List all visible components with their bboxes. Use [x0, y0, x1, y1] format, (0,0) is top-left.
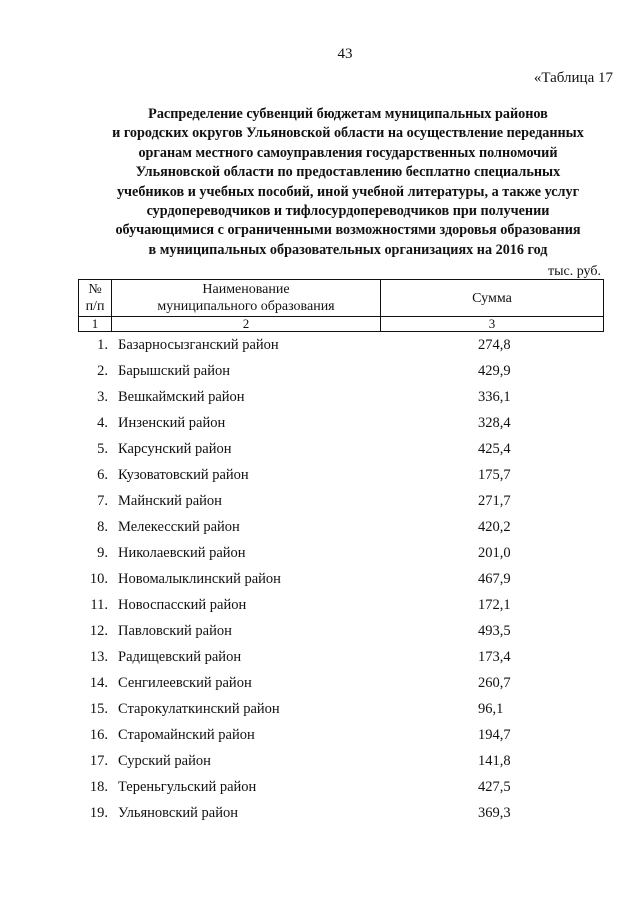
municipality-name: Радищевский район — [118, 649, 242, 665]
table-body — [78, 335, 604, 829]
header-sum: Сумма — [381, 280, 604, 317]
table-row — [78, 569, 604, 595]
table-row — [78, 777, 604, 803]
municipality-name: Мелекесский район — [118, 519, 240, 535]
row-number: 12. — [89, 623, 108, 639]
row-number: 6. — [97, 467, 108, 483]
row-number: 10. — [89, 571, 108, 587]
table-row — [78, 673, 604, 699]
municipality-name: Инзенский район — [118, 415, 226, 431]
column-number: 1 — [79, 317, 112, 332]
table-row — [78, 621, 604, 647]
table-row — [78, 491, 604, 517]
title-line: Распределение субвенций бюджетам муниципальных районов — [148, 106, 548, 122]
amount-value: 271,7 — [478, 493, 511, 509]
header-num — [79, 280, 112, 317]
table-header — [78, 279, 604, 332]
table-row — [78, 439, 604, 465]
table-row — [78, 543, 604, 569]
row-number: 14. — [89, 675, 108, 691]
row-number: 2. — [97, 363, 108, 379]
title-line: органам местного самоуправления государственных полномочий — [138, 144, 558, 161]
table-row — [78, 647, 604, 673]
table-row — [78, 595, 604, 621]
amount-value: 194,7 — [478, 727, 511, 743]
amount-value: 172,1 — [478, 597, 511, 613]
column-number: 2 — [112, 317, 381, 332]
header-name-line2: муниципального образования — [157, 299, 335, 314]
table-row — [78, 335, 604, 361]
amount-value: 201,0 — [478, 545, 511, 561]
table-row — [78, 465, 604, 491]
municipality-name: Новоспасский район — [118, 597, 247, 613]
municipality-name: Сенгилеевский район — [118, 675, 252, 691]
municipality-name: Кузоватовский район — [118, 467, 249, 483]
municipality-name: Старокулаткинский район — [118, 701, 280, 717]
amount-value: 427,5 — [478, 779, 511, 795]
table-row — [78, 387, 604, 413]
header-name — [112, 280, 381, 317]
table-row — [78, 751, 604, 777]
municipality-name: Николаевский район — [118, 545, 246, 561]
document-title — [78, 105, 618, 260]
column-number: 3 — [381, 317, 604, 332]
table-row — [78, 725, 604, 751]
municipality-name: Сурский район — [118, 753, 211, 769]
row-number: 16. — [89, 727, 108, 743]
table-row — [78, 517, 604, 543]
amount-value: 420,2 — [478, 519, 511, 535]
table-row — [78, 803, 604, 829]
row-number: 17. — [89, 753, 108, 769]
municipality-name: Павловский район — [118, 623, 232, 639]
header-name-line1: Наименование — [202, 282, 290, 297]
units-label: тыс. руб. — [548, 264, 601, 279]
row-number: 7. — [97, 493, 108, 509]
amount-value: 141,8 — [478, 753, 511, 769]
amount-value: 328,4 — [478, 415, 511, 431]
table-label: «Таблица 17 — [533, 70, 613, 86]
row-number: 5. — [97, 441, 108, 457]
row-number: 1. — [97, 337, 108, 353]
row-number: 15. — [89, 701, 108, 717]
row-number: 13. — [89, 649, 108, 665]
row-number: 9. — [97, 545, 108, 561]
row-number: 19. — [89, 805, 108, 821]
municipality-name: Старомайнский район — [118, 727, 255, 743]
municipality-name: Вешкаймский район — [118, 389, 245, 405]
amount-value: 493,5 — [478, 623, 511, 639]
header-num-line1: № — [88, 282, 102, 297]
page-number: 43 — [337, 46, 353, 62]
table-row — [78, 699, 604, 725]
title-line: в муниципальных образовательных организациях на 2016 год — [148, 241, 548, 258]
row-number: 3. — [97, 389, 108, 405]
title-line: сурдопереводчиков и тифлосурдопереводчиков при получении — [146, 203, 550, 220]
amount-value: 274,8 — [478, 337, 511, 353]
municipality-name: Базарносызганский район — [118, 337, 279, 353]
amount-value: 173,4 — [478, 649, 511, 665]
municipality-name: Ульяновский район — [118, 805, 239, 821]
amount-value: 467,9 — [478, 571, 511, 587]
amount-value: 175,7 — [478, 467, 511, 483]
title-line: Ульяновской области по предоставлению бесплатно специальных — [135, 164, 561, 181]
amount-value: 96,1 — [478, 701, 504, 717]
row-number: 18. — [89, 779, 108, 795]
table-row — [78, 361, 604, 387]
row-number: 11. — [90, 597, 108, 613]
row-number: 4. — [97, 415, 108, 431]
amount-value: 336,1 — [478, 389, 511, 405]
amount-value: 260,7 — [478, 675, 511, 691]
table-row — [78, 413, 604, 439]
title-line: обучающимися с ограниченными возможностями здоровья образования — [115, 222, 581, 239]
municipality-name: Майнский район — [118, 493, 222, 509]
amount-value: 425,4 — [478, 441, 511, 457]
row-number: 8. — [97, 519, 108, 535]
municipality-name: Тереньгульский район — [118, 779, 257, 795]
municipality-name: Новомалыклинский район — [118, 571, 281, 587]
amount-value: 429,9 — [478, 363, 511, 379]
municipality-name: Барышский район — [118, 363, 230, 379]
title-line: учебников и учебных пособий, иной учебной литературы, а также услуг — [116, 183, 580, 200]
municipality-name: Карсунский район — [118, 441, 232, 457]
header-num-line2: п/п — [85, 299, 105, 314]
amount-value: 369,3 — [478, 805, 511, 821]
title-line: и городских округов Ульяновской области на осуществление переданных — [112, 125, 584, 142]
